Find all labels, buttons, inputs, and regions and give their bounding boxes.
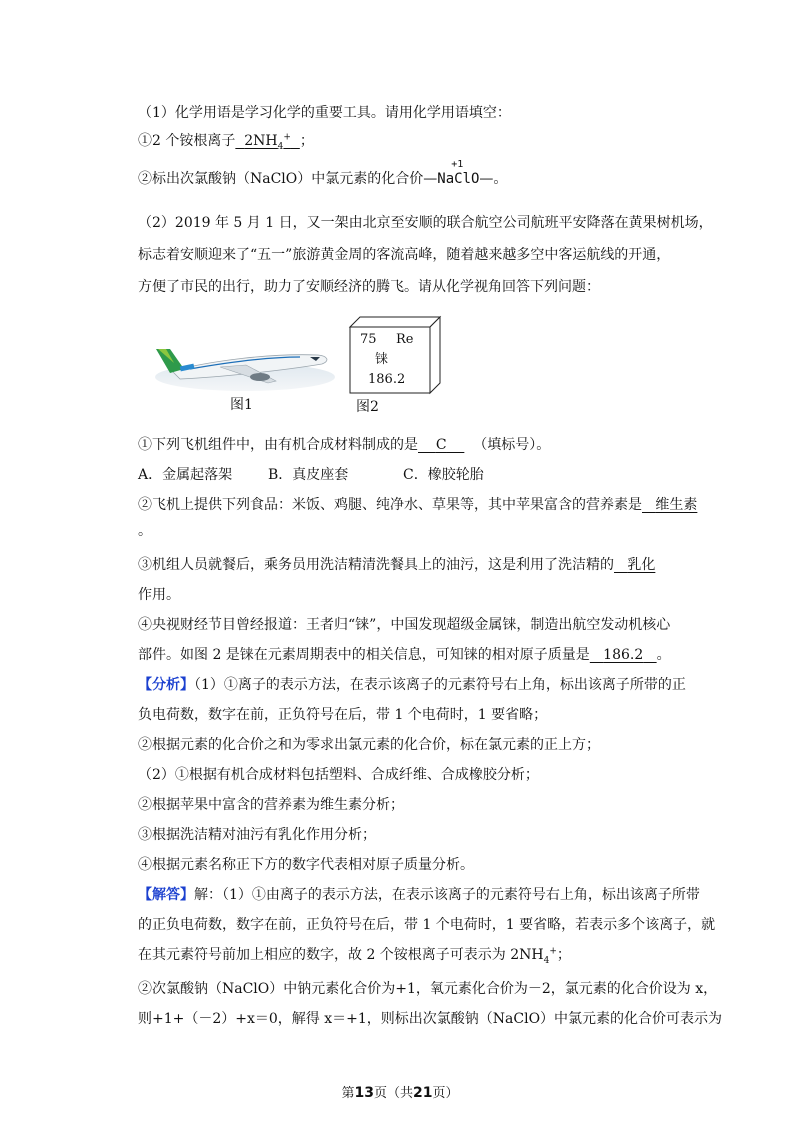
option-b: B．真皮座套: [268, 467, 349, 483]
answer-blank: 186.2: [603, 647, 644, 663]
question-text: ②标出次氯酸钠（NaClO）中氯元素的化合价: [138, 171, 424, 187]
sub-question-2: ②飞机上提供下列食品：米饭、鸡腿、纯净水、草果等，其中苹果富含的营养素是 维生素: [138, 497, 698, 513]
atomic-mass: 186.2: [368, 372, 406, 387]
analysis-line1: 【分析】（1）①离子的表示方法，在表示该离子的元素符号右上角，标出该离子所带的正: [138, 677, 686, 693]
analysis-label: 【分析】: [138, 677, 194, 693]
sub-question-4-line1: ④央视财经节目曾经报道：王者归“铼”，中国发现超级金属铼，制造出航空发动机核心: [138, 617, 671, 633]
answer-blank: C: [435, 437, 447, 453]
part2-line1: （2）2019 年 5 月 1 日，又一架由北京至安顺的联合航空公司航班平安降落在黄果树机场，: [138, 215, 713, 231]
element-name: 铼: [375, 352, 389, 367]
answer-line3: 在其元素符号前加上相应的数字，故 2 个铵根离子可表示为 $2NH_4^+$；: [138, 946, 571, 966]
sub-question-3-tail: 作用。: [138, 587, 180, 603]
analysis-line6: ③根据洗洁精对油污有乳化作用分析；: [138, 827, 376, 843]
element-symbol: Re: [396, 332, 414, 347]
airplane-icon: [150, 335, 340, 395]
sub-question-1: ①下列飞机组件中，由有机合成材料制成的是 C （填标号）。: [138, 437, 551, 453]
figure1-caption: 图1: [230, 397, 253, 413]
sub-question-4-line2: 部件。如图 2 是铼在元素周期表中的相关信息，可知铼的相对原子质量是 186.2 。: [138, 647, 671, 663]
answer-blank: 乳化: [627, 557, 656, 573]
analysis-line5: ②根据苹果中富含的营养素为维生素分析；: [138, 797, 404, 813]
question-text: ①2 个铵根离子: [138, 133, 236, 149]
sub-question-2-tail: 。: [138, 523, 152, 539]
analysis-line7: ④根据元素名称正下方的数字代表相对原子质量分析。: [138, 857, 474, 873]
page-number: 13: [354, 1085, 374, 1101]
valence-answer: —NaClO— +1: [423, 159, 494, 187]
part1-intro: （1）化学用语是学习化学的重要工具。请用化学用语填空：: [138, 105, 511, 121]
answer-blank: 维生素: [655, 497, 698, 513]
option-c: C．橡胶轮胎: [403, 467, 484, 483]
answer-line5: 则+1+（－2）+x＝0，解得 x＝+1，则标出次氯酸钠（NaClO）中氯元素的化合价可表示为: [138, 1011, 723, 1027]
options-row: [138, 466, 688, 484]
part2-line2: 标志着安顺迎来了“五一”旅游黄金周的客流高峰，随着越来越多空中客运航线的开通，: [138, 247, 671, 263]
analysis-line3: ②根据元素的化合价之和为零求出氯元素的化合价，标在氯元素的正上方；: [138, 737, 600, 753]
analysis-line4: （2）①根据有机合成材料包括塑料、合成纤维、合成橡胶分析；: [138, 767, 539, 783]
option-a: A．金属起落架: [138, 467, 233, 483]
question-1-2: ②标出次氯酸钠（NaClO）中氯元素的化合价—NaClO— +1 。: [138, 159, 508, 187]
answer-line1: 【解答】解：（1）①由离子的表示方法，在表示该离子的元素符号右上角，标出该离子所带: [138, 887, 700, 903]
page-total: 21: [413, 1085, 433, 1101]
page-footer: 第13页（共21页）: [341, 1085, 459, 1101]
atomic-number: 75: [360, 332, 377, 347]
question-1-1: ①2 个铵根离子 $2NH_4^+$ ；: [138, 132, 314, 152]
answer-blank: $2NH_4^+$: [244, 132, 291, 152]
answer-line2: 的正负电荷数，数字在前，正负符号在后，带 1 个电荷时，1 要省略，若表示多个该离子，就: [138, 917, 716, 933]
part2-line3: 方便了市民的出行，助力了安顺经济的腾飞。请从化学视角回答下列问题：: [138, 279, 600, 295]
answer-line4: ②次氯酸钠（NaClO）中钠元素化合价为+1，氧元素化合价为－2，氯元素的化合价设为 x，: [138, 981, 718, 997]
sub-question-3: ③机组人员就餐后，乘务员用洗洁精清洗餐具上的油污，这是利用了洗洁精的 乳化: [138, 557, 656, 573]
airplane-figure: [150, 335, 340, 395]
analysis-line2: 负电荷数，数字在前，正负符号在后，带 1 个电荷时，1 要省略；: [138, 707, 548, 723]
figure2-caption: 图2: [356, 399, 379, 415]
answer-label: 【解答】: [138, 887, 194, 903]
